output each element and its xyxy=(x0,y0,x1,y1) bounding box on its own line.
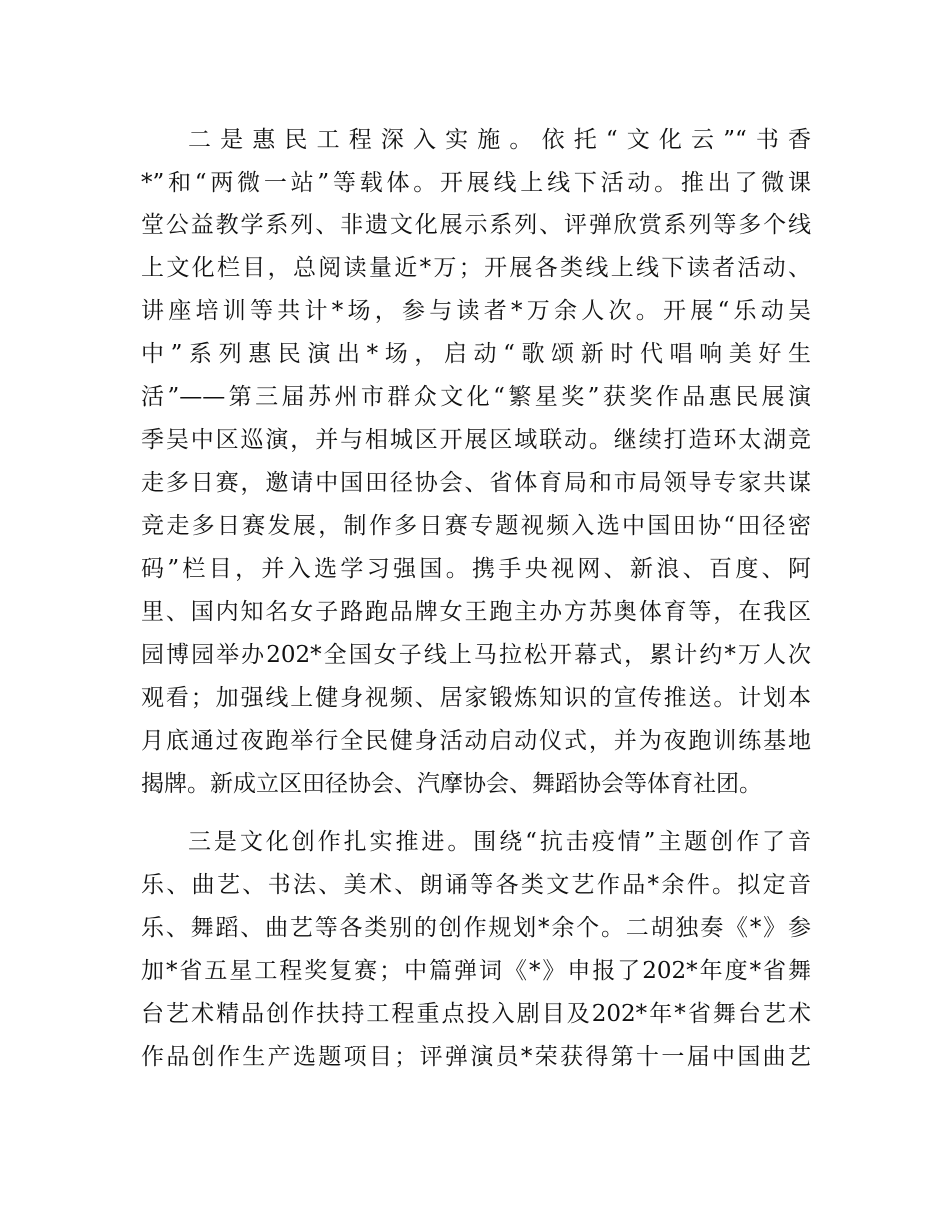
text-line: 上文化栏目，总阅读量近*万；开展各类线上线下读者活动、 xyxy=(141,255,811,281)
text-line: 加*省五星工程奖复赛；中篇弹词《*》申报了202*年度*省舞 xyxy=(141,958,811,984)
text-line: 季吴中区巡演，并与相城区开展区域联动。继续打造环太湖竞 xyxy=(141,427,811,453)
text-line: 码”栏目，并入选学习强国。携手央视网、新浪、百度、阿 xyxy=(141,556,811,582)
text-line: 讲座培训等共计*场，参与读者*万余人次。开展“乐动吴 xyxy=(141,298,811,324)
text-line: *”和“两微一站”等载体。开展线上线下活动。推出了微课 xyxy=(141,170,811,196)
text-line: 活”——第三届苏州市群众文化“繁星奖”获奖作品惠民展演 xyxy=(141,384,811,410)
text-line: 中”系列惠民演出*场，启动“歌颂新时代唱响美好生 xyxy=(141,341,811,367)
text-line: 乐、舞蹈、曲艺等各类别的创作规划*余个。二胡独奏《*》参 xyxy=(141,915,811,941)
text-line: 三是文化创作扎实推进。围绕“抗击疫情”主题创作了音 xyxy=(188,829,811,855)
text-line: 台艺术精品创作扶持工程重点投入剧目及202*年*省舞台艺术 xyxy=(141,1001,811,1027)
text-line: 乐、曲艺、书法、美术、朗诵等各类文艺作品*余件。拟定音 xyxy=(141,872,811,898)
text-line: 竞走多日赛发展，制作多日赛专题视频入选中国田协“田径密 xyxy=(141,513,811,539)
text-line: 作品创作生产选题项目；评弹演员*荣获得第十一届中国曲艺 xyxy=(141,1044,811,1070)
text-line: 园博园举办202*全国女子线上马拉松开幕式，累计约*万人次 xyxy=(141,642,811,668)
text-line: 走多日赛，邀请中国田径协会、省体育局和市局领导专家共谋 xyxy=(141,470,811,496)
text-line: 观看；加强线上健身视频、居家锻炼知识的宣传推送。计划本 xyxy=(141,685,811,711)
text-line: 月底通过夜跑举行全民健身活动启动仪式，并为夜跑训练基地 xyxy=(141,728,811,754)
text-line: 二是惠民工程深入实施。依托“文化云”“书香 xyxy=(188,127,811,153)
text-line: 堂公益教学系列、非遗文化展示系列、评弹欣赏系列等多个线 xyxy=(141,212,811,238)
text-line: 揭牌。新成立区田径协会、汽摩协会、舞蹈协会等体育社团。 xyxy=(141,771,762,797)
text-line: 里、国内知名女子路跑品牌女王跑主办方苏奥体育等，在我区 xyxy=(141,599,811,625)
